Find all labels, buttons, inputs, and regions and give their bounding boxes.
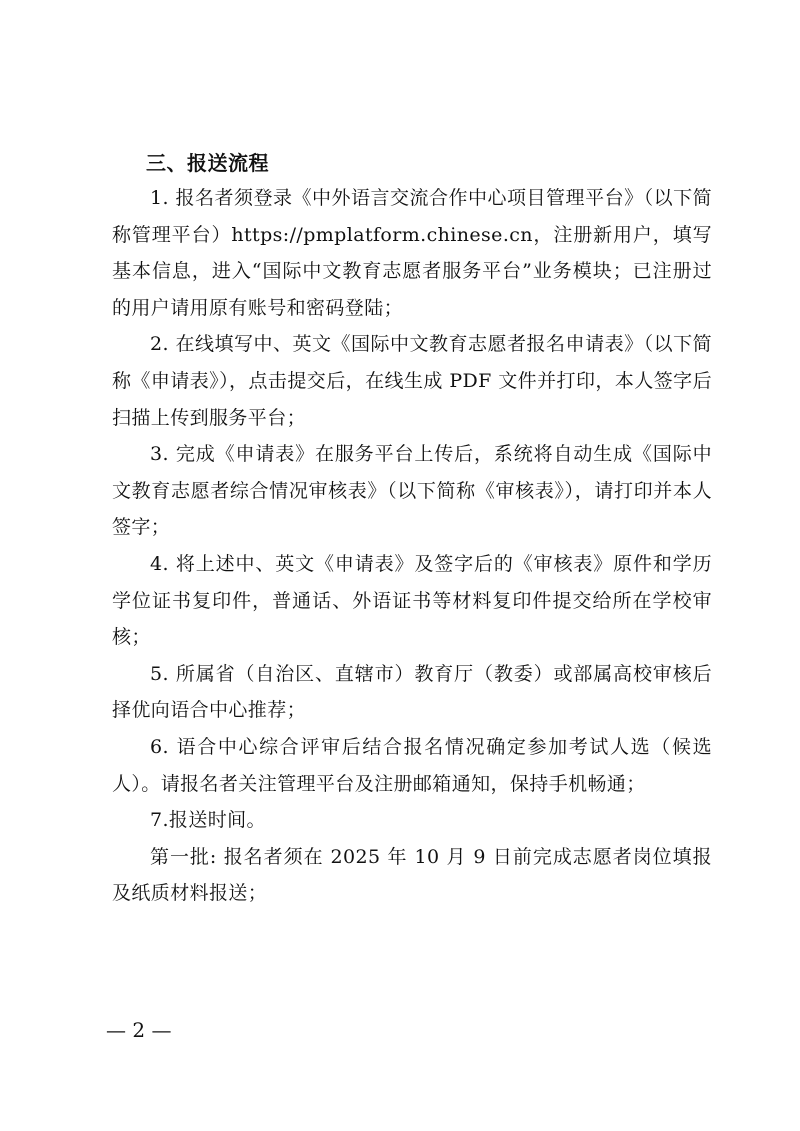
paragraph-step-3: 3. 完成《申请表》在服务平台上传后，系统将自动生成《国际中文教育志愿者综合情况审核表》（以下简称《审核表》），请打印并本人签字； [112, 443, 712, 539]
paragraph-step-7: 7.报送时间。 [150, 809, 266, 832]
paragraph-step-2: 2. 在线填写中、英文《国际中文教育志愿者报名申请表》（以下简称《申请表》），点击提交后，在线生成 PDF 文件并打印，本人签字后扫描上传到服务平台； [112, 333, 712, 429]
section-heading: 三、报送流程 [146, 151, 269, 175]
paragraph-step-5: 5. 所属省（自治区、直辖市）教育厅（教委）或部属高校审核后择优向语合中心推荐； [112, 662, 712, 722]
paragraph-first-batch: 第一批: 报名者须在 2025 年 10 月 9 日前完成志愿者岗位填报及纸质材料报送； [112, 845, 712, 905]
paragraph-step-6: 6. 语合中心综合评审后结合报名情况确定参加考试人选（候选人）。请报名者关注管理平台及注册邮箱通知，保持手机畅通； [112, 735, 712, 795]
page-number: — 2 — [106, 1018, 172, 1042]
body-text [112, 180, 712, 912]
paragraph-step-1: 1. 报名者须登录《中外语言交流合作中心项目管理平台》（以下简称管理平台）https://pmplatform.chinese.cn，注册新用户，填写基本信息，进入“国际中文教育志愿者服务平台”业务模块；已注册过的用户请用原有账号和密码登陆； [112, 187, 712, 319]
paragraph-step-4: 4. 将上述中、英文《申请表》及签字后的《审核表》原件和学历学位证书复印件，普通话、外语证书等材料复印件提交给所在学校审核； [112, 552, 712, 649]
